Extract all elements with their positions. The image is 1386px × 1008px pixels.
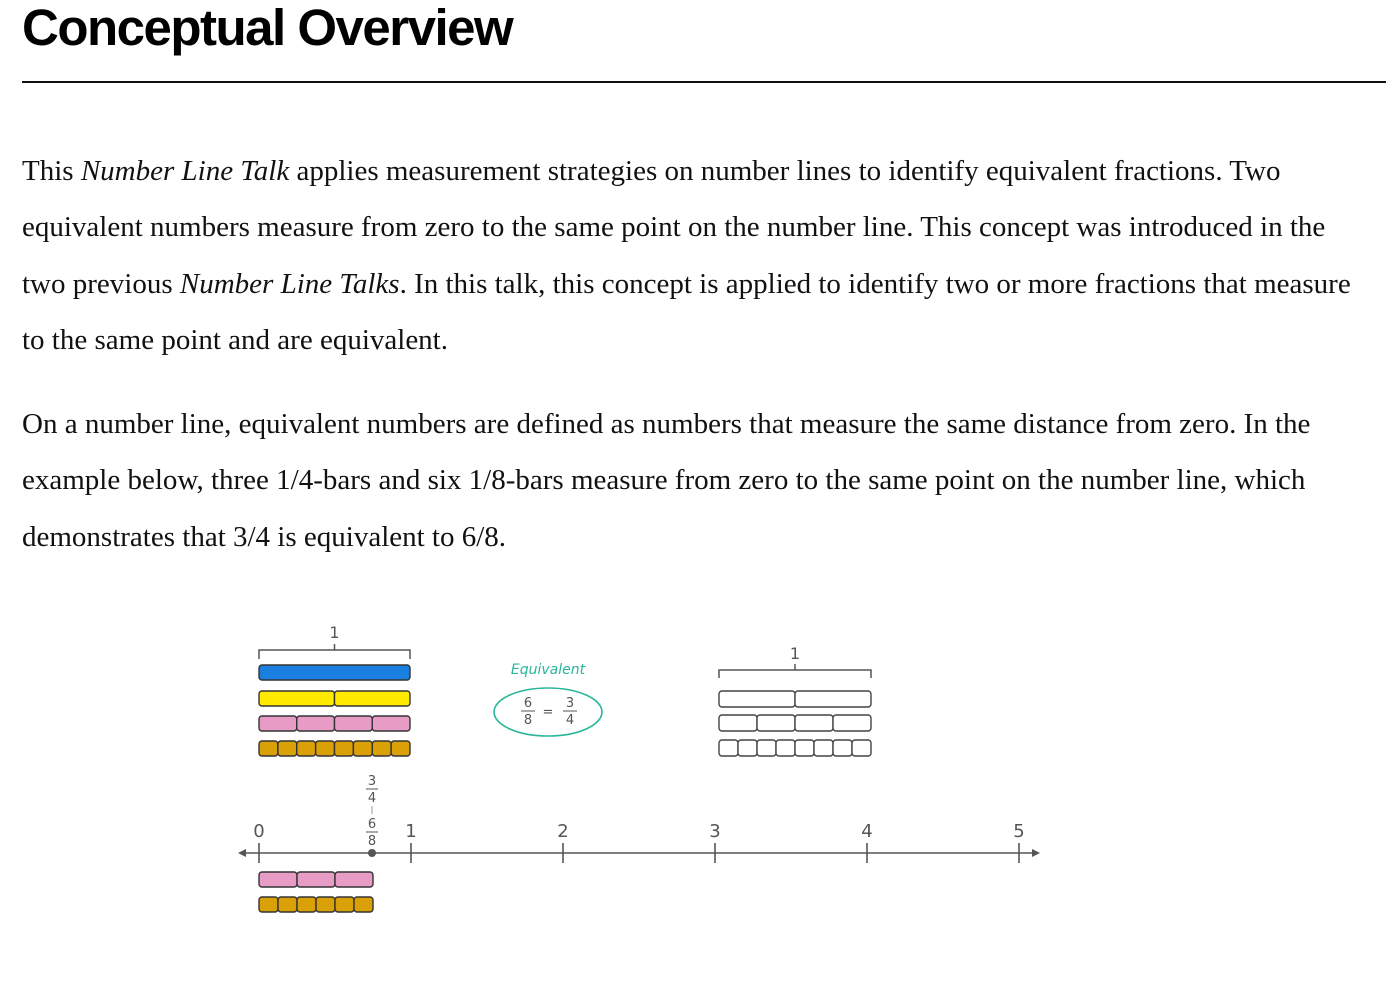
bars-on-number-line [259, 872, 373, 912]
eq-left-numerator: 6 [523, 696, 533, 711]
outline-eighth-bar [852, 740, 871, 756]
below-eighth-bar [278, 897, 297, 912]
eighth-bar [353, 741, 372, 756]
outline-eighth-bar [719, 740, 738, 756]
number-line-tick-label: 2 [557, 821, 569, 842]
below-quarter-bar [335, 872, 373, 887]
eighth-bar [259, 741, 278, 756]
paragraph-definition: On a number line, equivalent numbers are defined as numbers that measure the same distance from zero. In the example below, three 1/4-bars and six 1/8-bars measure from zero to the same point on the number line, which demonstrates that 3/4 is equivalent to 6/8. [22, 408, 1311, 553]
outline-eighth-bar [757, 740, 776, 756]
right-arrow-icon [1032, 849, 1040, 857]
eighth-bar [316, 741, 335, 756]
colored-bar-stack [259, 665, 410, 756]
outline-eighth-bar [738, 740, 757, 756]
outline-bar-stack [719, 691, 871, 756]
point-lower-denominator: 8 [367, 834, 377, 849]
outline-quarter-bar [795, 715, 833, 731]
equivalent-label: Equivalent [510, 662, 586, 678]
outline-eighth-bar [833, 740, 852, 756]
number-line-tick-label: 5 [1013, 821, 1025, 842]
number-line [238, 821, 1040, 863]
left-arrow-icon [238, 849, 246, 857]
left-brace-label: 1 [329, 623, 340, 642]
eq-right-denominator: 4 [565, 713, 575, 728]
p1-text-b: applies measurement strategies on number lines to identify equivalent fractions. Two equivalent numbers measure from zero to the same point on the number line. This concept was introduced in the two previous [22, 155, 1326, 300]
half-bar [335, 691, 411, 706]
number-line-tick-label: 0 [253, 821, 265, 842]
half-bar [259, 691, 335, 706]
outline-quarter-bar [757, 715, 795, 731]
right-brace-label: 1 [789, 644, 801, 663]
eighth-bar [391, 741, 410, 756]
quarter-bar [335, 716, 373, 731]
quarter-bar [259, 716, 297, 731]
page-title: Conceptual Overview [22, 0, 513, 56]
outline-quarter-bar [719, 715, 757, 731]
left-brace [259, 623, 410, 659]
point-lower-numerator: 6 [367, 817, 377, 832]
point-upper-numerator: 3 [367, 774, 377, 789]
point-labels [366, 774, 378, 849]
measure-point [368, 849, 376, 857]
outline-eighth-bar [776, 740, 795, 756]
outline-eighth-bar [814, 740, 833, 756]
number-line-tick-label: 4 [861, 821, 873, 842]
eq-left-denominator: 8 [523, 713, 533, 728]
whole-bar [259, 665, 410, 680]
number-line-tick-label: 3 [709, 821, 721, 842]
p1-text-a: This [22, 155, 81, 187]
eighth-bar [372, 741, 391, 756]
below-eighth-bar [259, 897, 278, 912]
eq-equals-sign: = [542, 705, 554, 720]
quarter-bar [372, 716, 410, 731]
below-eighth-bar [335, 897, 354, 912]
outline-half-bar [795, 691, 871, 707]
p1-text-c: . In this talk, this concept is applied to identify two or more fractions that measure to the same point and are equivalent. [22, 267, 1351, 356]
eighth-bar [278, 741, 297, 756]
eq-right-numerator: 3 [565, 696, 575, 711]
outline-quarter-bar [833, 715, 871, 731]
below-eighth-bar [297, 897, 316, 912]
p1-emphasis-talks: Number Line Talks [179, 267, 400, 300]
below-quarter-bar [297, 872, 335, 887]
right-brace [719, 644, 871, 678]
eighth-bar [335, 741, 354, 756]
below-eighth-bar [316, 897, 335, 912]
p1-emphasis-talk: Number Line Talk [80, 155, 290, 187]
equivalent-callout [494, 662, 602, 736]
quarter-bar [297, 716, 335, 731]
below-quarter-bar [259, 872, 297, 887]
point-upper-denominator: 4 [367, 791, 377, 806]
eighth-bar [297, 741, 316, 756]
outline-half-bar [719, 691, 795, 707]
outline-eighth-bar [795, 740, 814, 756]
below-eighth-bar [354, 897, 373, 912]
number-line-tick-label: 1 [405, 821, 417, 842]
